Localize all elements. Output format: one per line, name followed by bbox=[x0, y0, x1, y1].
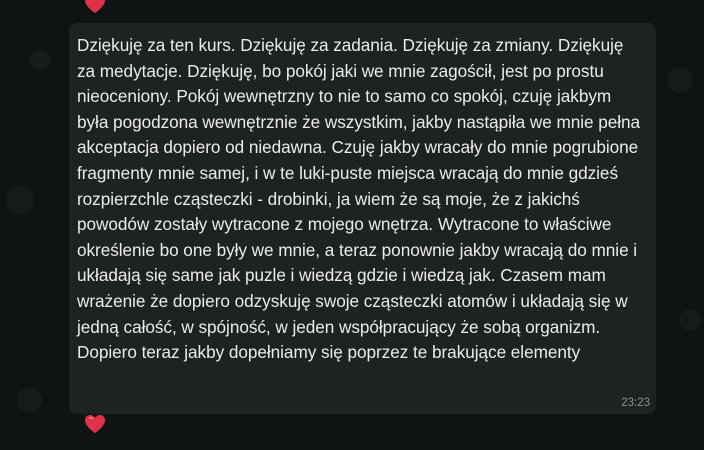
message-text: Dziękuję za ten kurs. Dziękuję za zadania. Dziękuję za zmiany. Dziękuję za medytacje. Dziękuję, bo pokój jaki we mnie zagościł, jest po prostu nieoceniony. Pokój wewnętrzny to nie to samo co spokój, czuję jakbym była pogodzona wewnętrznie że wszystkim, jakby nastąpiła we mnie pełna akceptacja dopiero od niedawna. Czuję jakby wracały do mnie pogrubione fragmenty mnie samej, i w te luki-puste miejsca wracają do mnie gdzieś rozpierzchle cząsteczki - drobinki, ja wiem że są moje, że z jakichś powodów zostały wytracone z mojego wnętrza. Wytracone to właściwe określenie bo one były we mnie, a teraz ponownie jakby wracają do mnie i układają się same jak puzle i wiedzą gdzie i wiedzą jak. Czasem mam wrażenie że dopiero odzyskuję swoje cząsteczki atomów i układają się w jedną całość, w spójność, w jeden współpracujący że sobą organizm. Dopiero teraz jakby dopełniamy się poprzez te brakujące elementy bbox=[77, 35, 641, 363]
heart-icon bbox=[84, 414, 106, 434]
heart-icon bbox=[84, 0, 106, 14]
heart-reaction[interactable] bbox=[82, 0, 108, 17]
heart-reaction[interactable] bbox=[82, 411, 108, 437]
message-time: 23:23 bbox=[621, 397, 650, 409]
message-bubble[interactable] bbox=[69, 23, 656, 414]
